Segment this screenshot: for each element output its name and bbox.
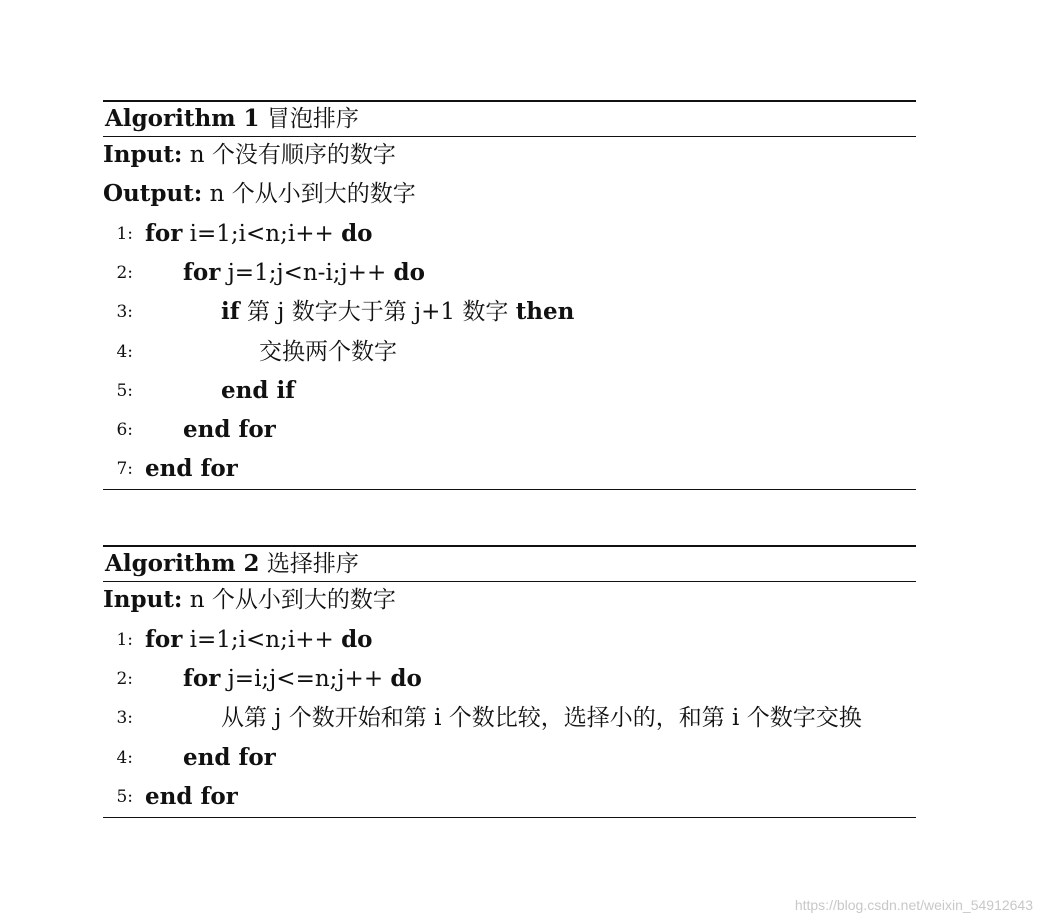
code-text [145, 450, 238, 488]
line-number: 5: [116, 380, 133, 401]
keyword: do [341, 220, 373, 247]
keyword: end for [145, 455, 238, 483]
algorithm-2-caption [103, 547, 916, 581]
algorithm-1-block [103, 100, 916, 490]
keyword: for [183, 665, 221, 693]
code-line [103, 621, 916, 660]
statement: i=1;i<n;i++ [182, 221, 342, 247]
code-line [103, 411, 916, 450]
statement: 第 j 数字大于第 j+1 数字 [239, 299, 516, 326]
algorithm-2-title: 选择排序 [266, 551, 359, 577]
output-text: n 个从小到大的数字 [209, 181, 416, 207]
line-number: 7: [116, 459, 133, 480]
code-line [103, 778, 916, 817]
line-number: 1: [116, 630, 133, 650]
algorithm-2-input [103, 582, 916, 621]
statement: 从第 j 个数开始和第 i 个数比较，选择小的，和第 i 个数字交换 [221, 705, 862, 732]
line-number: 2: [116, 263, 133, 284]
line-number: 2: [116, 669, 133, 690]
keyword: do [393, 259, 425, 287]
keyword: end if [221, 376, 296, 404]
line-number: 4: [116, 747, 133, 768]
statement: j=i;j<=n;j++ [220, 666, 391, 693]
keyword: end for [145, 782, 238, 810]
algorithm-1-title: 冒泡排序 [266, 106, 359, 132]
code-text [221, 699, 862, 737]
input-text: n 个从小到大的数字 [189, 587, 396, 613]
keyword: if [221, 298, 240, 326]
code-line [103, 450, 916, 489]
output-key: Output: [103, 180, 203, 207]
algorithm-2-label: Algorithm 2 [105, 550, 260, 577]
code-line [103, 699, 916, 738]
keyword: for [183, 259, 221, 287]
keyword: for [145, 220, 183, 247]
code-text [145, 621, 373, 659]
statement: j=1;j<n-i;j++ [220, 260, 394, 287]
input-key: Input: [103, 141, 183, 168]
algorithm-1-input [103, 137, 916, 176]
algorithm-1-output [103, 176, 916, 215]
code-line [103, 372, 916, 411]
line-number: 4: [116, 341, 133, 362]
keyword: then [515, 298, 575, 326]
code-text [183, 739, 276, 777]
algorithm-1-caption [103, 102, 916, 136]
algorithm-2-block [103, 545, 916, 818]
code-line [103, 660, 916, 699]
keyword: end for [183, 743, 276, 771]
line-number: 6: [116, 419, 133, 440]
code-text [183, 254, 425, 292]
code-text [145, 778, 238, 816]
code-text [145, 215, 373, 253]
keyword: end for [183, 415, 276, 443]
code-text [259, 333, 397, 371]
code-text [221, 372, 295, 410]
input-key: Input: [103, 586, 183, 613]
statement: 交换两个数字 [259, 338, 397, 365]
line-number: 3: [116, 708, 133, 729]
code-text [221, 293, 574, 331]
algorithm-1-label: Algorithm 1 [105, 105, 260, 132]
watermark: https://blog.csdn.net/weixin_54912643 [794, 897, 1033, 913]
code-line [103, 215, 916, 254]
line-number: 5: [116, 786, 133, 807]
code-line [103, 333, 916, 372]
code-line [103, 739, 916, 778]
statement: i=1;i<n;i++ [182, 627, 342, 653]
bottom-rule [103, 817, 916, 818]
line-number: 3: [116, 302, 133, 323]
keyword: do [341, 626, 373, 653]
line-number: 1: [116, 224, 133, 244]
keyword: for [145, 626, 183, 653]
code-line [103, 254, 916, 293]
code-text [183, 411, 276, 449]
code-line [103, 293, 916, 332]
code-text [183, 660, 422, 698]
bottom-rule [103, 489, 916, 490]
keyword: do [390, 665, 422, 693]
input-text: n 个没有顺序的数字 [189, 142, 396, 168]
